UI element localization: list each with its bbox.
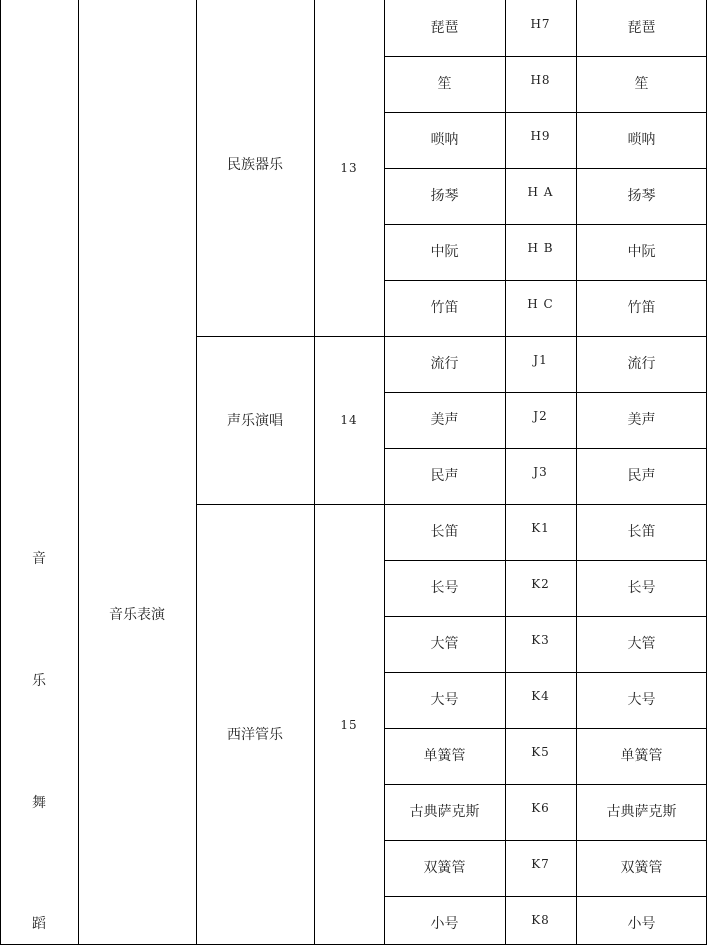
code-cell: K5 bbox=[531, 745, 550, 759]
category-char: 舞 bbox=[32, 795, 46, 811]
name-cell: 琵琶 bbox=[627, 20, 656, 36]
item-cell: 中阮 bbox=[430, 244, 459, 260]
item-cell: 竹笛 bbox=[430, 300, 459, 316]
item-cell: 琵琶 bbox=[430, 20, 459, 36]
name-cell: 单簧管 bbox=[620, 748, 663, 764]
code-cell: H7 bbox=[530, 17, 551, 31]
group-name: 西洋管乐 bbox=[227, 727, 283, 743]
name-cell: 扬琴 bbox=[627, 188, 656, 204]
name-cell: 大号 bbox=[627, 692, 656, 708]
name-cell: 小号 bbox=[627, 916, 656, 932]
item-cell: 古典萨克斯 bbox=[409, 804, 480, 820]
code-cell: K1 bbox=[531, 521, 550, 535]
name-cell: 古典萨克斯 bbox=[606, 804, 677, 820]
name-cell: 美声 bbox=[627, 412, 656, 428]
code-cell: J1 bbox=[533, 353, 548, 367]
code-cell: K4 bbox=[531, 689, 550, 703]
group-name: 声乐演唱 bbox=[227, 413, 283, 429]
code-cell: K8 bbox=[531, 913, 550, 927]
group-number: 14 bbox=[340, 413, 358, 427]
column-border bbox=[0, 0, 1, 945]
group-name: 民族器乐 bbox=[227, 157, 283, 173]
code-cell: K2 bbox=[531, 577, 550, 591]
name-cell: 中阮 bbox=[627, 244, 656, 260]
item-cell: 流行 bbox=[430, 356, 459, 372]
item-cell: 美声 bbox=[430, 412, 459, 428]
subcategory: 音乐表演 bbox=[109, 607, 165, 623]
item-cell: 唢呐 bbox=[430, 132, 459, 148]
code-cell: H B bbox=[527, 241, 554, 255]
name-cell: 民声 bbox=[627, 468, 656, 484]
code-cell: J3 bbox=[533, 465, 548, 479]
code-cell: K6 bbox=[531, 801, 550, 815]
group-number: 15 bbox=[340, 717, 358, 732]
item-cell: 长笛 bbox=[430, 524, 459, 540]
item-cell: 扬琴 bbox=[430, 188, 459, 204]
name-cell: 双簧管 bbox=[620, 860, 663, 876]
code-cell: K7 bbox=[531, 857, 550, 871]
item-cell: 笙 bbox=[437, 76, 452, 92]
group-number: 13 bbox=[340, 161, 358, 175]
item-cell: 长号 bbox=[430, 580, 459, 596]
category-char: 乐 bbox=[32, 673, 46, 689]
name-cell: 大管 bbox=[627, 636, 656, 652]
code-cell: H A bbox=[527, 185, 554, 199]
name-cell: 流行 bbox=[627, 356, 656, 372]
name-cell: 长号 bbox=[627, 580, 656, 596]
item-cell: 大号 bbox=[430, 692, 459, 708]
code-cell: H8 bbox=[530, 73, 551, 87]
name-cell: 长笛 bbox=[627, 524, 656, 540]
name-cell: 竹笛 bbox=[627, 300, 656, 316]
item-cell: 小号 bbox=[430, 916, 459, 932]
code-cell: J2 bbox=[533, 409, 548, 423]
code-cell: H C bbox=[527, 297, 554, 311]
code-cell: H9 bbox=[530, 129, 551, 143]
category-char: 音 bbox=[32, 551, 46, 567]
item-cell: 大管 bbox=[430, 636, 459, 652]
name-cell: 笙 bbox=[634, 76, 649, 92]
code-cell: K3 bbox=[531, 633, 550, 647]
column-border bbox=[78, 0, 79, 945]
name-cell: 唢呐 bbox=[627, 132, 656, 148]
item-cell: 民声 bbox=[430, 468, 459, 484]
item-cell: 双簧管 bbox=[423, 860, 466, 876]
item-cell: 单簧管 bbox=[423, 748, 466, 764]
category-char: 蹈 bbox=[32, 916, 46, 932]
